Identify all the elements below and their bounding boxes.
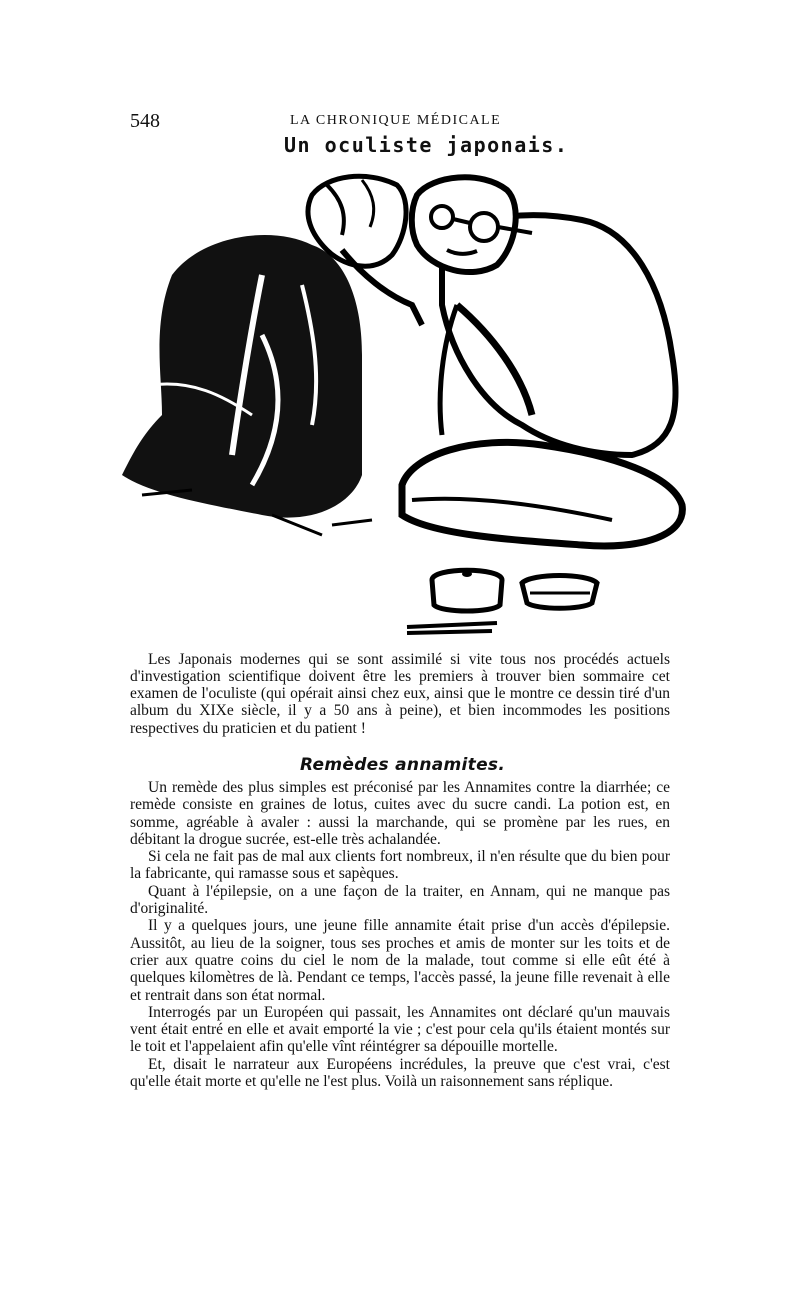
paragraph: Et, disait le narrateur aux Européens incrédules, la preuve que c'est vrai, c'est qu'elle était morte et qu'elle ne l'est plus. Voilà un raisonnement sans réplique.: [130, 1055, 670, 1091]
paragraph: Il y a quelques jours, une jeune fille annamite était prise d'un accès d'épilepsie. Aussitôt, au lieu de la soigner, tous ses proches et amis de monter sur les toits et de crier aux quatre coins du ciel le nom de la malade, tout comme si elle eût été à quelques kilomètres de là. Pendant ce temps, l'accès passé, la jeune fille revenait à elle et rentrait dans son état normal.: [130, 917, 670, 1004]
paragraph: Un remède des plus simples est préconisé par les Annamites contre la diarrhée; ce remède consiste en graines de lotus, cuites avec du sucre candi. La potion est, en somme, agréable à avaler : aussi la marchande, qui se promène par les rues, en débitant la drogue sucrée, est-elle très achalandée.: [130, 779, 670, 848]
oculist-legs: [402, 442, 682, 546]
section-body: [130, 779, 670, 1090]
oculist-head: [412, 177, 516, 272]
section-title: Remèdes annamites.: [300, 755, 506, 775]
running-title: LA CHRONIQUE MÉDICALE: [290, 113, 502, 128]
running-head: [130, 110, 670, 132]
chopsticks: [407, 623, 497, 633]
paragraph: Interrogés par un Européen qui passait, les Annamites ont déclaré qu'un mauvais vent était entré en elle et avait emporté la vie ; c'est pour cela qu'ils étaient montés sur le toit et l'appelaient afin qu'elle vînt réintégrer sa dépouille mortelle.: [130, 1003, 670, 1056]
figure-title: Un oculiste japonais.: [284, 133, 569, 157]
paragraph: Quant à l'épilepsie, on a une façon de la traiter, en Annam, qui ne manque pas d'originalité.: [130, 882, 670, 918]
figure-caption: Les Japonais modernes qui se sont assimilé si vite tous nos procédés actuels d'investigation scientifique doivent être les premiers à trouver bien sommaire cet examen de l'oculiste (qui opérait ainsi chez eux, ainsi que le montre ce dessin tiré d'un album du XIXe siècle, il y a 50 ans à peine), et bien incommodes les positions respectives du praticien et du patient !: [130, 650, 670, 737]
page-number: 548: [130, 110, 160, 132]
oculist-illustration: [112, 155, 702, 645]
paragraph: Si cela ne fait pas de mal aux clients fort nombreux, il n'en résulte que du bien pour la fabricante, qui ramasse sous et sapèques.: [130, 848, 670, 883]
